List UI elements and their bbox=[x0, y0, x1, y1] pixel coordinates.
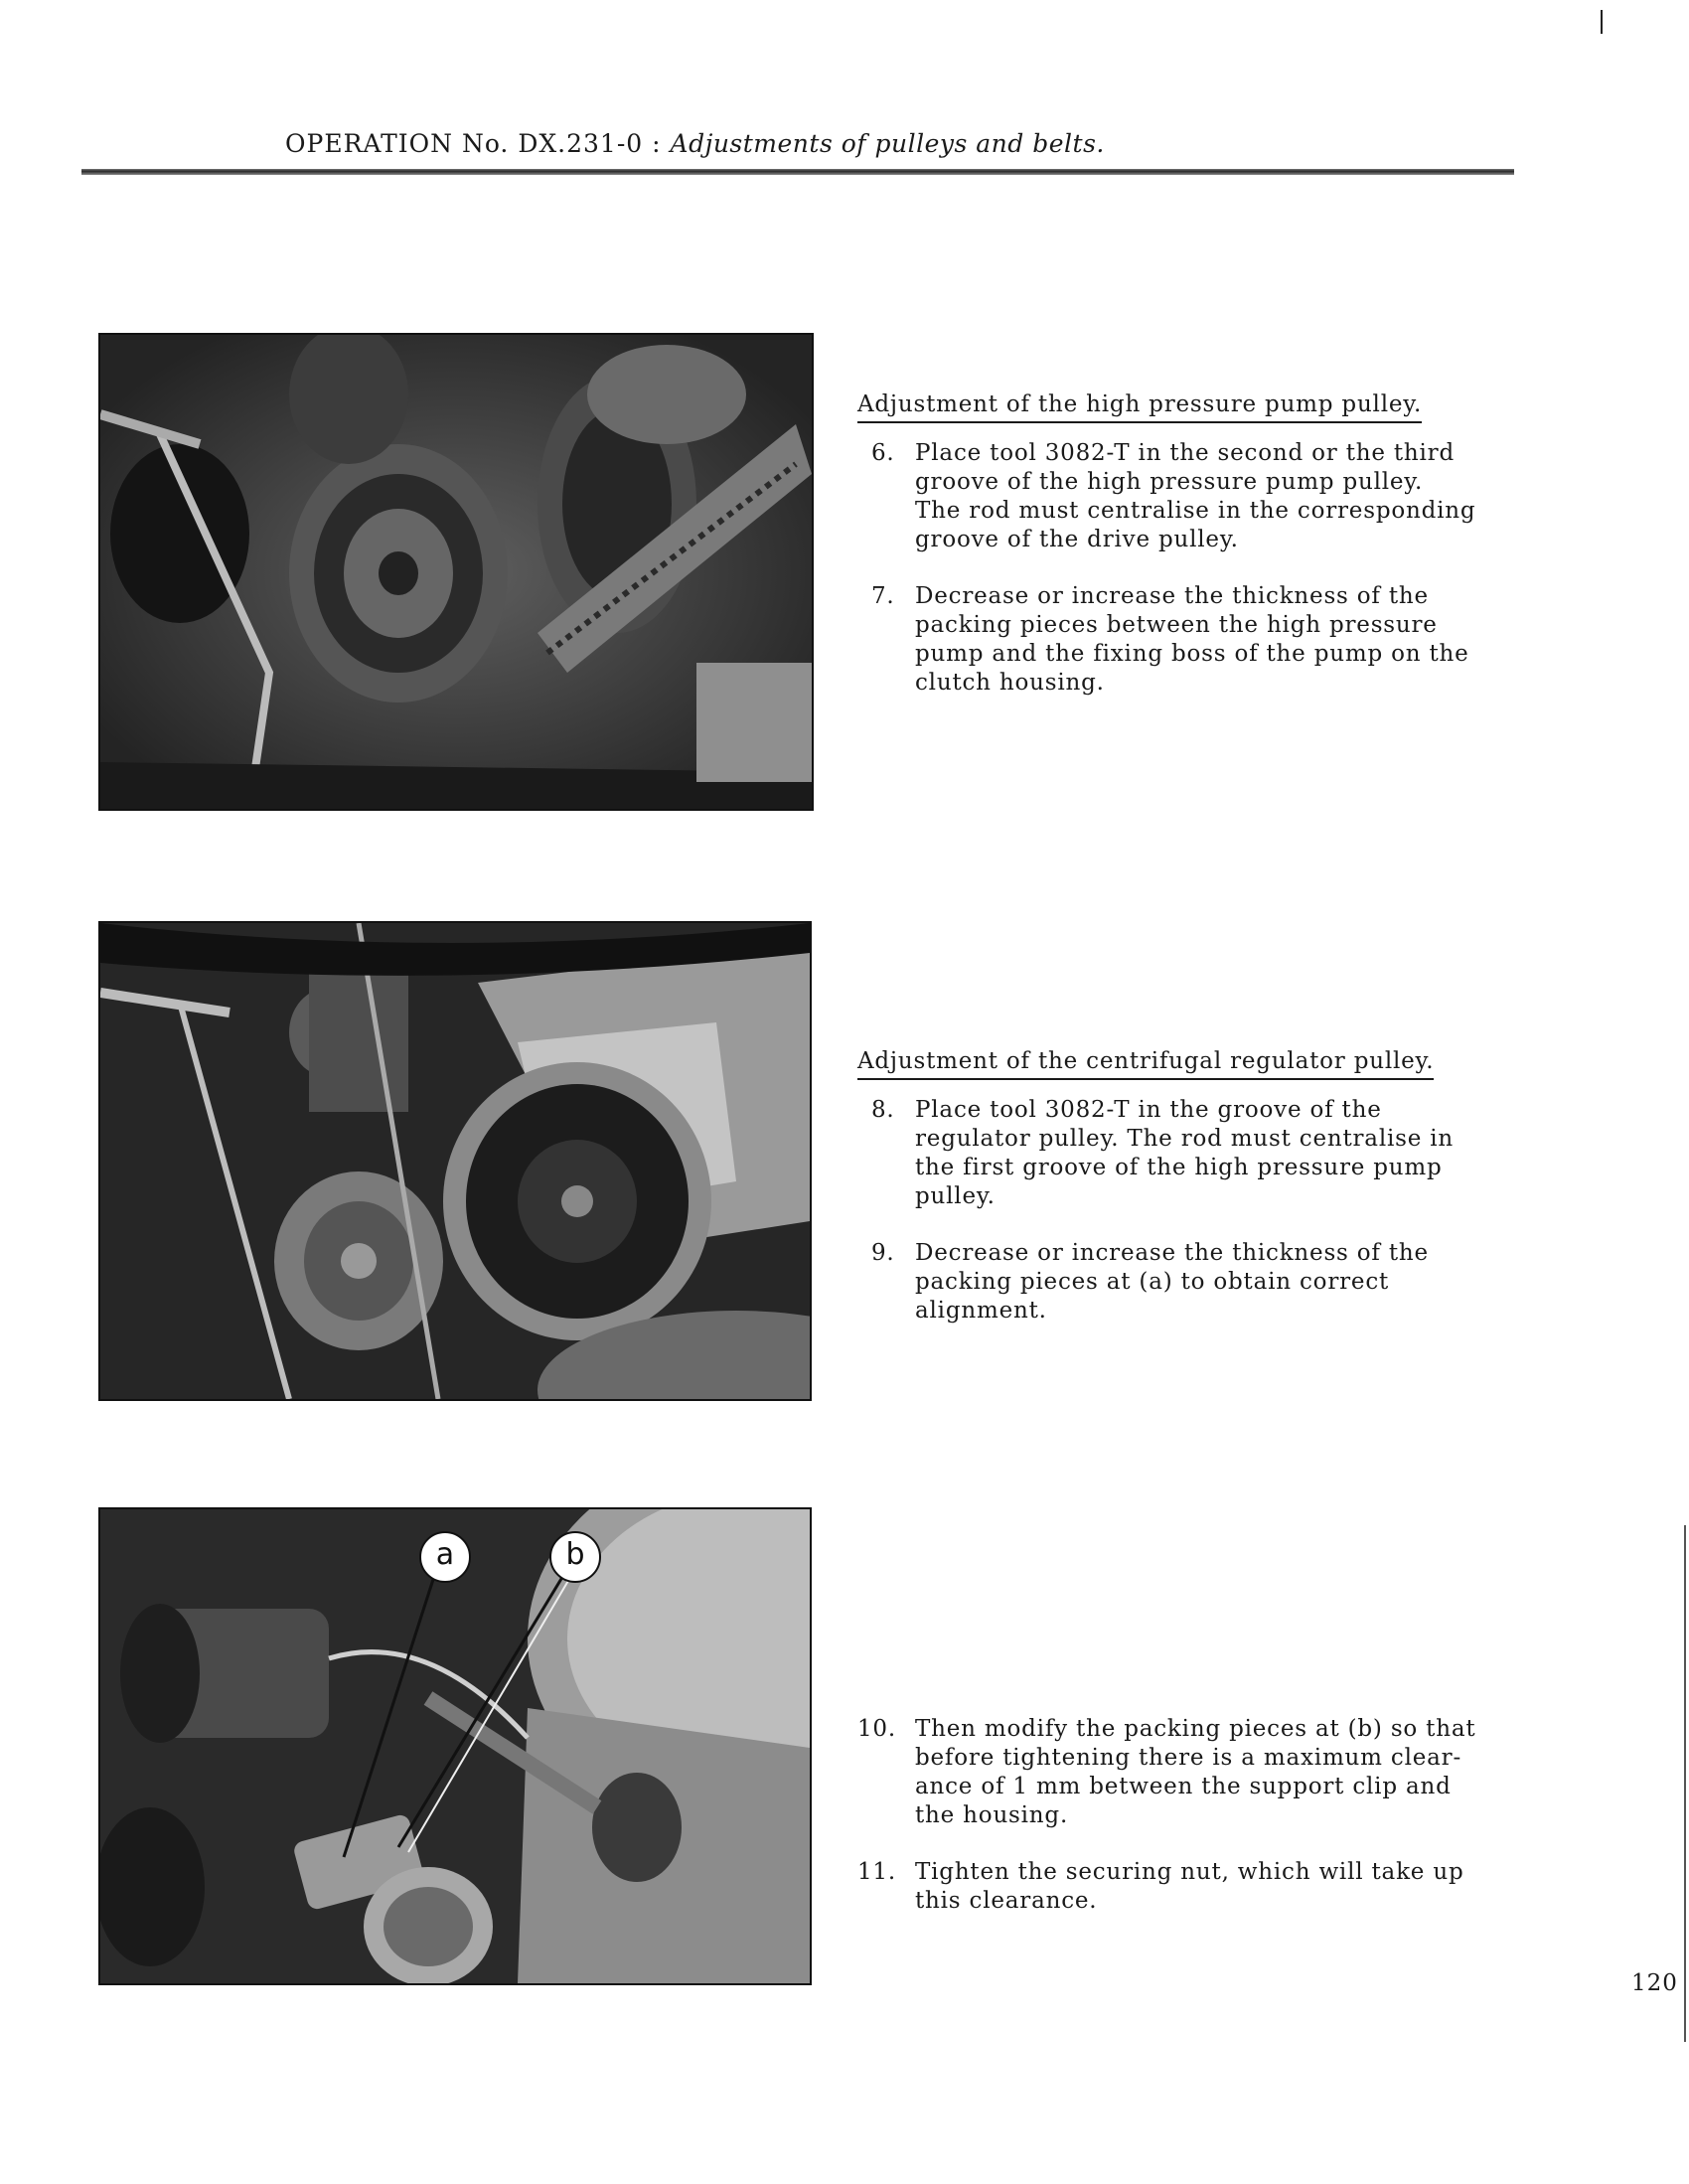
operation-title: Adjustments of pulleys and belts. bbox=[670, 129, 1105, 158]
header-rule bbox=[81, 169, 1514, 175]
callout-a bbox=[419, 1531, 471, 1583]
step-11 bbox=[857, 1858, 1541, 1916]
section-centrifugal-regulator-pulley bbox=[857, 1047, 1541, 1326]
step-text: Place tool 3082-T in the groove of the regulator pulley. The rod must centralise in the first groove of the high pressure pump pulley. bbox=[915, 1097, 1455, 1209]
step-text: Tighten the securing nut, which will take up this clearance. bbox=[915, 1859, 1464, 1914]
step-number: 6. bbox=[871, 440, 895, 466]
margin-mark bbox=[1601, 10, 1603, 34]
section-title: Adjustment of the centrifugal regulator pulley. bbox=[857, 1047, 1434, 1080]
photo-centrifugal-regulator-pulley bbox=[98, 921, 812, 1401]
callout-b bbox=[549, 1531, 601, 1583]
step-text: Decrease or increase the thickness of the packing pieces at (a) to obtain correct alignment. bbox=[915, 1240, 1429, 1324]
step-9 bbox=[857, 1239, 1541, 1326]
step-8 bbox=[857, 1096, 1541, 1211]
margin-bar bbox=[1684, 1525, 1686, 2042]
section-title: Adjustment of the high pressure pump pulley. bbox=[857, 390, 1422, 423]
step-number: 8. bbox=[871, 1097, 895, 1123]
step-text: Then modify the packing pieces at (b) so that before tightening there is a maximum clear- ance of 1 mm between the support clip and the housing. bbox=[915, 1716, 1476, 1828]
photo-packing-pieces bbox=[98, 1507, 812, 1985]
section-high-pressure-pump-pulley bbox=[857, 390, 1541, 698]
step-number: 11. bbox=[857, 1859, 896, 1885]
step-7 bbox=[857, 582, 1541, 698]
step-number: 7. bbox=[871, 583, 895, 609]
step-number: 9. bbox=[871, 1240, 895, 1266]
step-number: 10. bbox=[857, 1716, 896, 1742]
callout-b-label: b bbox=[565, 1537, 585, 1572]
section-support-clip bbox=[857, 1715, 1541, 1916]
step-6 bbox=[857, 439, 1541, 554]
page-header bbox=[285, 129, 1105, 158]
step-10 bbox=[857, 1715, 1541, 1830]
operation-number: OPERATION No. DX.231-0 : bbox=[285, 129, 662, 158]
step-text: Place tool 3082-T in the second or the third groove of the high pressure pump pulley. The rod must centralise in the corresponding groove of the drive pulley. bbox=[915, 440, 1476, 552]
callout-a-label: a bbox=[435, 1537, 455, 1572]
step-text: Decrease or increase the thickness of the packing pieces between the high pressure pump and the fixing boss of the pump on the clutch housing. bbox=[915, 583, 1469, 696]
photo-high-pressure-pump-pulley bbox=[98, 333, 814, 811]
page-number: 120 bbox=[1631, 1970, 1678, 1996]
